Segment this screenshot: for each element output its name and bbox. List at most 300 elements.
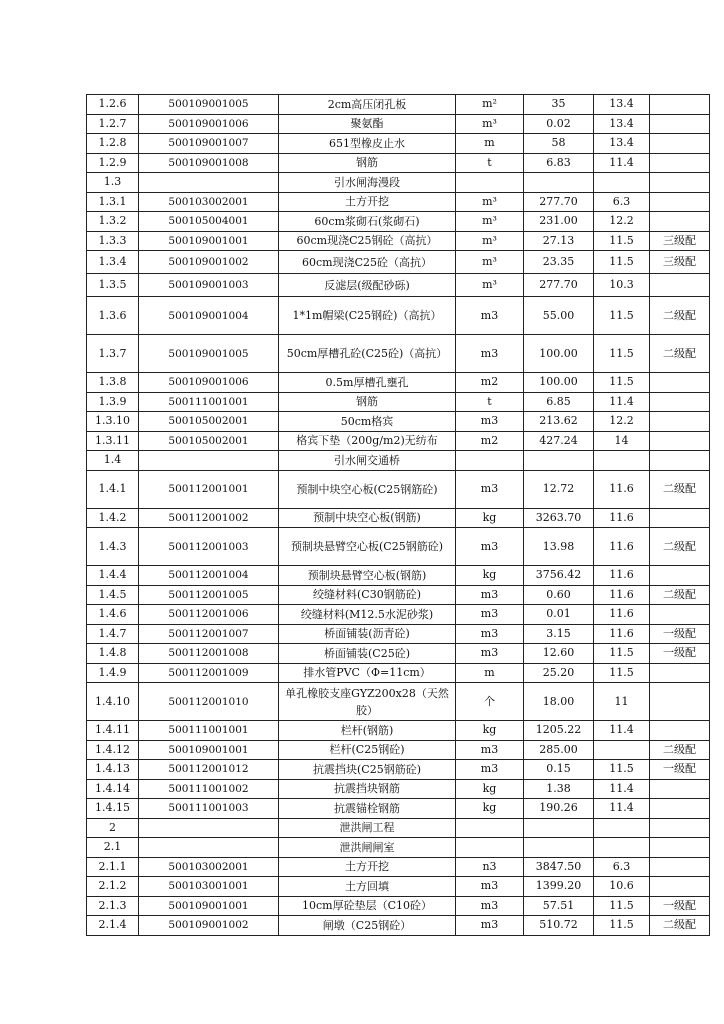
price-cell: 11.5 [594, 644, 650, 664]
item-code-cell: 500109001001 [139, 896, 279, 916]
item-number-cell: 1.4 [87, 451, 139, 471]
quantity-cell: 100.00 [524, 335, 594, 373]
item-number-cell: 1.3.8 [87, 373, 139, 393]
item-number-cell: 2.1.1 [87, 857, 139, 877]
table-row [87, 451, 710, 471]
price-cell: 11 [594, 683, 650, 721]
quantity-cell: 23.35 [524, 251, 594, 274]
quantity-cell [524, 451, 594, 471]
remark-cell: 一级配 [650, 644, 710, 664]
unit-cell: m3 [456, 412, 524, 432]
item-number-cell: 1.4.13 [87, 760, 139, 780]
unit-cell: m3 [456, 916, 524, 936]
remark-cell [650, 508, 710, 528]
item-number-cell: 1.4.5 [87, 585, 139, 605]
item-code-cell: 500112001007 [139, 624, 279, 644]
item-code-cell: 500112001012 [139, 760, 279, 780]
table-row [87, 818, 710, 838]
unit-cell: m3 [456, 605, 524, 625]
remark-cell: 一级配 [650, 896, 710, 916]
remark-cell [650, 431, 710, 451]
quantity-cell: 0.60 [524, 585, 594, 605]
table-row [87, 528, 710, 566]
item-code-cell: 500112001001 [139, 470, 279, 508]
item-name-cell: 60cm现浇C25钢砼（高抗） [279, 231, 456, 251]
remark-cell [650, 799, 710, 819]
quantity-cell: 213.62 [524, 412, 594, 432]
remark-cell [650, 392, 710, 412]
item-code-cell [139, 838, 279, 858]
table-row [87, 624, 710, 644]
item-code-cell: 500112001003 [139, 528, 279, 566]
item-number-cell: 1.4.3 [87, 528, 139, 566]
item-number-cell: 1.4.11 [87, 721, 139, 741]
quantity-cell: 100.00 [524, 373, 594, 393]
remark-cell [650, 173, 710, 193]
quantity-cell: 12.72 [524, 470, 594, 508]
remark-cell [650, 134, 710, 154]
table-row [87, 134, 710, 154]
unit-cell: m3 [456, 877, 524, 897]
remark-cell [650, 451, 710, 471]
unit-cell: m³ [456, 251, 524, 274]
table-row [87, 431, 710, 451]
unit-cell: m3 [456, 760, 524, 780]
table-row [87, 470, 710, 508]
table-row [87, 192, 710, 212]
unit-cell: m³ [456, 212, 524, 232]
item-number-cell: 1.2.8 [87, 134, 139, 154]
item-name-cell: 聚氨酯 [279, 114, 456, 134]
remark-cell [650, 95, 710, 115]
remark-cell [650, 721, 710, 741]
quantity-cell: 57.51 [524, 896, 594, 916]
item-name-cell: 抗震挡块(C25钢筋砼) [279, 760, 456, 780]
unit-cell: m3 [456, 297, 524, 335]
quantity-cell: 427.24 [524, 431, 594, 451]
item-code-cell: 500109001005 [139, 335, 279, 373]
item-name-cell: 10cm厚砼垫层（C10砼） [279, 896, 456, 916]
item-code-cell: 500109001005 [139, 95, 279, 115]
unit-cell: kg [456, 779, 524, 799]
remark-cell: 二级配 [650, 335, 710, 373]
quantity-cell: 231.00 [524, 212, 594, 232]
remark-cell [650, 605, 710, 625]
table-row [87, 916, 710, 936]
item-name-cell: 闸墩（C25钢砼） [279, 916, 456, 936]
price-cell: 13.4 [594, 114, 650, 134]
item-code-cell: 500112001010 [139, 683, 279, 721]
table-row [87, 740, 710, 760]
item-name-cell: 预制块悬臂空心板(钢筋) [279, 566, 456, 586]
item-number-cell: 1.3.10 [87, 412, 139, 432]
remark-cell [650, 683, 710, 721]
item-code-cell: 500109001002 [139, 251, 279, 274]
price-cell: 11.6 [594, 566, 650, 586]
item-name-cell: 栏杆(C25钢砼) [279, 740, 456, 760]
unit-cell: m3 [456, 644, 524, 664]
item-name-cell: 桥面铺装(C25砼) [279, 644, 456, 664]
quantity-cell: 0.02 [524, 114, 594, 134]
table-row [87, 779, 710, 799]
item-code-cell [139, 818, 279, 838]
price-cell [594, 740, 650, 760]
unit-cell: kg [456, 508, 524, 528]
item-number-cell: 2.1 [87, 838, 139, 858]
unit-cell: 个 [456, 683, 524, 721]
unit-cell: m² [456, 95, 524, 115]
item-name-cell: 格宾下垫（200g/m2)无纺布 [279, 431, 456, 451]
quantity-cell: 55.00 [524, 297, 594, 335]
item-code-cell: 500112001006 [139, 605, 279, 625]
quantity-table-sheet [86, 94, 696, 936]
item-code-cell: 500103002001 [139, 857, 279, 877]
price-cell: 11.5 [594, 335, 650, 373]
item-name-cell: 土方开挖 [279, 192, 456, 212]
item-name-cell: 排水管PVC（Φ=11cm） [279, 663, 456, 683]
table-row [87, 335, 710, 373]
table-row [87, 95, 710, 115]
table-row [87, 373, 710, 393]
item-name-cell: 抗震锚栓钢筋 [279, 799, 456, 819]
price-cell: 11.5 [594, 916, 650, 936]
quantity-cell: 0.01 [524, 605, 594, 625]
item-number-cell: 1.4.14 [87, 779, 139, 799]
remark-cell: 三级配 [650, 251, 710, 274]
item-code-cell: 500111001001 [139, 392, 279, 412]
item-code-cell [139, 173, 279, 193]
quantity-cell: 3.15 [524, 624, 594, 644]
quantity-cell: 277.70 [524, 274, 594, 297]
quantity-table [86, 94, 710, 936]
item-name-cell: 土方回填 [279, 877, 456, 897]
quantity-cell: 1.38 [524, 779, 594, 799]
item-number-cell: 1.3.9 [87, 392, 139, 412]
table-row [87, 721, 710, 741]
price-cell: 6.3 [594, 857, 650, 877]
item-number-cell: 1.2.6 [87, 95, 139, 115]
price-cell: 11.5 [594, 896, 650, 916]
price-cell: 11.6 [594, 508, 650, 528]
item-name-cell: 引水闸交通桥 [279, 451, 456, 471]
item-number-cell: 1.4.7 [87, 624, 139, 644]
remark-cell [650, 566, 710, 586]
table-row [87, 274, 710, 297]
unit-cell: m3 [456, 896, 524, 916]
item-name-cell: 2cm高压闭孔板 [279, 95, 456, 115]
remark-cell: 三级配 [650, 231, 710, 251]
item-name-cell: 绞缝材料(M12.5水泥砂浆) [279, 605, 456, 625]
item-number-cell: 1.4.9 [87, 663, 139, 683]
item-name-cell: 泄洪闸工程 [279, 818, 456, 838]
item-code-cell: 500109001008 [139, 153, 279, 173]
table-row [87, 251, 710, 274]
unit-cell: m³ [456, 192, 524, 212]
quantity-cell: 27.13 [524, 231, 594, 251]
table-row [87, 392, 710, 412]
item-code-cell: 500111001001 [139, 721, 279, 741]
item-code-cell: 500109001001 [139, 231, 279, 251]
quantity-cell: 58 [524, 134, 594, 154]
remark-cell: 二级配 [650, 528, 710, 566]
item-number-cell: 1.3.5 [87, 274, 139, 297]
unit-cell: t [456, 153, 524, 173]
quantity-cell: 1205.22 [524, 721, 594, 741]
table-row [87, 212, 710, 232]
table-row [87, 605, 710, 625]
price-cell: 10.3 [594, 274, 650, 297]
item-number-cell: 1.3.7 [87, 335, 139, 373]
quantity-cell: 3263.70 [524, 508, 594, 528]
item-number-cell: 1.3.1 [87, 192, 139, 212]
item-number-cell: 1.3 [87, 173, 139, 193]
quantity-cell: 6.85 [524, 392, 594, 412]
quantity-cell: 6.83 [524, 153, 594, 173]
table-row [87, 760, 710, 780]
item-name-cell: 预制中块空心板(钢筋) [279, 508, 456, 528]
unit-cell: n3 [456, 857, 524, 877]
table-row [87, 857, 710, 877]
unit-cell [456, 451, 524, 471]
item-code-cell: 500105002001 [139, 412, 279, 432]
table-row [87, 153, 710, 173]
table-row [87, 114, 710, 134]
unit-cell: kg [456, 721, 524, 741]
unit-cell: m3 [456, 624, 524, 644]
price-cell: 11.6 [594, 605, 650, 625]
unit-cell: m³ [456, 231, 524, 251]
item-number-cell: 1.3.2 [87, 212, 139, 232]
item-name-cell: 1*1m帽梁(C25钢砼)（高抗） [279, 297, 456, 335]
item-name-cell: 抗震挡块钢筋 [279, 779, 456, 799]
price-cell: 11.5 [594, 251, 650, 274]
item-number-cell: 1.3.4 [87, 251, 139, 274]
unit-cell: m3 [456, 470, 524, 508]
quantity-cell [524, 173, 594, 193]
item-code-cell: 500112001005 [139, 585, 279, 605]
item-name-cell: 桥面铺装(沥青砼) [279, 624, 456, 644]
quantity-cell [524, 818, 594, 838]
item-name-cell: 钢筋 [279, 153, 456, 173]
remark-cell [650, 838, 710, 858]
price-cell: 6.3 [594, 192, 650, 212]
unit-cell: m³ [456, 114, 524, 134]
price-cell: 11.4 [594, 779, 650, 799]
table-row [87, 173, 710, 193]
price-cell [594, 173, 650, 193]
price-cell: 11.5 [594, 231, 650, 251]
quantity-cell: 13.98 [524, 528, 594, 566]
price-cell [594, 818, 650, 838]
price-cell: 11.5 [594, 373, 650, 393]
unit-cell: m3 [456, 585, 524, 605]
item-name-cell: 60cm浆砌石(浆砌石) [279, 212, 456, 232]
quantity-cell: 277.70 [524, 192, 594, 212]
remark-cell [650, 412, 710, 432]
remark-cell [650, 212, 710, 232]
remark-cell: 一级配 [650, 624, 710, 644]
item-code-cell: 500109001006 [139, 114, 279, 134]
price-cell [594, 451, 650, 471]
item-number-cell: 1.3.11 [87, 431, 139, 451]
price-cell: 11.6 [594, 624, 650, 644]
item-code-cell: 500109001006 [139, 373, 279, 393]
item-code-cell: 500112001008 [139, 644, 279, 664]
price-cell: 11.6 [594, 585, 650, 605]
item-number-cell: 2.1.2 [87, 877, 139, 897]
table-row [87, 683, 710, 721]
table-body [87, 95, 710, 936]
item-number-cell: 2 [87, 818, 139, 838]
item-name-cell: 0.5m厚槽孔壅孔 [279, 373, 456, 393]
item-code-cell: 500109001004 [139, 297, 279, 335]
item-code-cell: 500112001004 [139, 566, 279, 586]
item-code-cell: 500109001007 [139, 134, 279, 154]
item-code-cell: 500109001002 [139, 916, 279, 936]
unit-cell: m [456, 134, 524, 154]
remark-cell [650, 114, 710, 134]
item-name-cell: 绞缝材料(C30钢筋砼) [279, 585, 456, 605]
item-code-cell: 500103001001 [139, 877, 279, 897]
item-number-cell: 1.4.12 [87, 740, 139, 760]
price-cell: 13.4 [594, 134, 650, 154]
quantity-cell: 510.72 [524, 916, 594, 936]
quantity-cell: 285.00 [524, 740, 594, 760]
unit-cell: m [456, 663, 524, 683]
item-number-cell: 1.4.6 [87, 605, 139, 625]
item-number-cell: 1.4.2 [87, 508, 139, 528]
remark-cell [650, 373, 710, 393]
quantity-cell: 0.15 [524, 760, 594, 780]
table-row [87, 644, 710, 664]
table-row [87, 896, 710, 916]
quantity-cell [524, 838, 594, 858]
quantity-cell: 12.60 [524, 644, 594, 664]
quantity-cell: 190.26 [524, 799, 594, 819]
item-name-cell: 651型橡皮止水 [279, 134, 456, 154]
item-number-cell: 2.1.4 [87, 916, 139, 936]
table-row [87, 877, 710, 897]
item-code-cell: 500111001002 [139, 779, 279, 799]
remark-cell: 二级配 [650, 740, 710, 760]
remark-cell: 二级配 [650, 916, 710, 936]
quantity-cell: 18.00 [524, 683, 594, 721]
price-cell [594, 838, 650, 858]
price-cell: 11.5 [594, 663, 650, 683]
table-row [87, 231, 710, 251]
item-code-cell: 500112001009 [139, 663, 279, 683]
table-row [87, 297, 710, 335]
item-number-cell: 1.4.4 [87, 566, 139, 586]
quantity-cell: 3756.42 [524, 566, 594, 586]
item-name-cell: 钢筋 [279, 392, 456, 412]
item-code-cell: 500111001003 [139, 799, 279, 819]
price-cell: 11.6 [594, 528, 650, 566]
price-cell: 11.4 [594, 153, 650, 173]
remark-cell [650, 274, 710, 297]
table-row [87, 799, 710, 819]
item-number-cell: 1.3.3 [87, 231, 139, 251]
item-code-cell: 500109001003 [139, 274, 279, 297]
remark-cell [650, 192, 710, 212]
item-number-cell: 1.4.8 [87, 644, 139, 664]
price-cell: 12.2 [594, 412, 650, 432]
item-name-cell: 预制中块空心板(C25钢筋砼) [279, 470, 456, 508]
remark-cell [650, 779, 710, 799]
remark-cell: 二级配 [650, 297, 710, 335]
unit-cell: kg [456, 799, 524, 819]
table-row [87, 412, 710, 432]
table-row [87, 663, 710, 683]
unit-cell: m2 [456, 431, 524, 451]
item-name-cell: 预制块悬臂空心板(C25钢筋砼) [279, 528, 456, 566]
table-row [87, 838, 710, 858]
unit-cell: m3 [456, 528, 524, 566]
unit-cell [456, 173, 524, 193]
price-cell: 11.5 [594, 760, 650, 780]
item-name-cell: 栏杆(钢筋) [279, 721, 456, 741]
quantity-cell: 1399.20 [524, 877, 594, 897]
price-cell: 11.4 [594, 721, 650, 741]
unit-cell: m3 [456, 740, 524, 760]
item-code-cell: 500105002001 [139, 431, 279, 451]
item-number-cell: 1.2.7 [87, 114, 139, 134]
item-code-cell [139, 451, 279, 471]
remark-cell [650, 153, 710, 173]
price-cell: 13.4 [594, 95, 650, 115]
item-name-cell: 引水闸海漫段 [279, 173, 456, 193]
item-number-cell: 1.2.9 [87, 153, 139, 173]
item-number-cell: 2.1.3 [87, 896, 139, 916]
unit-cell [456, 838, 524, 858]
remark-cell [650, 877, 710, 897]
price-cell: 11.5 [594, 297, 650, 335]
item-name-cell: 泄洪闸闸室 [279, 838, 456, 858]
remark-cell [650, 818, 710, 838]
unit-cell: kg [456, 566, 524, 586]
item-number-cell: 1.4.10 [87, 683, 139, 721]
quantity-cell: 35 [524, 95, 594, 115]
remark-cell: 二级配 [650, 585, 710, 605]
item-number-cell: 1.4.1 [87, 470, 139, 508]
item-code-cell: 500105004001 [139, 212, 279, 232]
item-number-cell: 1.3.6 [87, 297, 139, 335]
item-name-cell: 60cm现浇C25砼（高抗） [279, 251, 456, 274]
price-cell: 14 [594, 431, 650, 451]
table-row [87, 566, 710, 586]
price-cell: 10.6 [594, 877, 650, 897]
unit-cell: t [456, 392, 524, 412]
item-name-cell: 单孔橡胶支座GYZ200x28（天然胶） [279, 683, 456, 721]
unit-cell: m2 [456, 373, 524, 393]
remark-cell [650, 857, 710, 877]
unit-cell: m3 [456, 335, 524, 373]
price-cell: 11.6 [594, 470, 650, 508]
quantity-cell: 25.20 [524, 663, 594, 683]
item-name-cell: 反滤层(级配砂砾) [279, 274, 456, 297]
unit-cell [456, 818, 524, 838]
item-code-cell: 500109001001 [139, 740, 279, 760]
item-number-cell: 1.4.15 [87, 799, 139, 819]
unit-cell: m³ [456, 274, 524, 297]
item-name-cell: 50cm格宾 [279, 412, 456, 432]
price-cell: 11.4 [594, 392, 650, 412]
price-cell: 12.2 [594, 212, 650, 232]
table-row [87, 508, 710, 528]
quantity-cell: 3847.50 [524, 857, 594, 877]
price-cell: 11.4 [594, 799, 650, 819]
item-code-cell: 500112001002 [139, 508, 279, 528]
